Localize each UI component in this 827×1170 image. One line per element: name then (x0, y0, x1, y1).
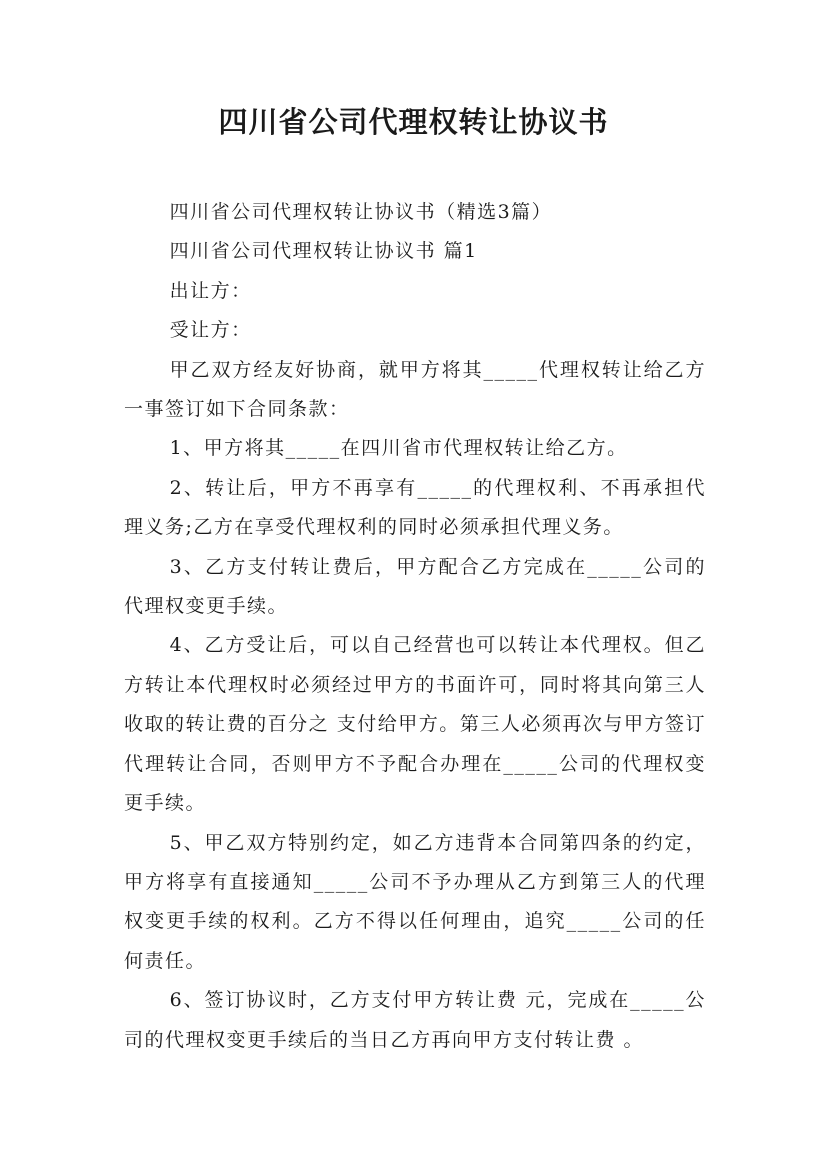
paragraph-transferor: 出让方： (169, 279, 252, 302)
paragraph-subtitle: 四川省公司代理权转让协议书（精选3篇） (169, 201, 553, 223)
paragraph-clause-1: 1、甲方将其_____在四川省市代理权转让给乙方。 (169, 437, 628, 460)
paragraph-section-heading: 四川省公司代理权转让协议书 篇1 (169, 240, 478, 263)
paragraph-transferee: 受让方： (169, 319, 252, 342)
paragraph-clause-5: 5、甲乙双方特别约定，如乙方违背本合同第四条的约定，甲方将享有直接通知_____公司不予办理从乙方到第三人的代理权变更手续的权利。乙方不得以任何理由，追究_____公司的任何责任。 (124, 831, 706, 972)
paragraph-preamble: 甲乙双方经友好协商，就甲方将其_____代理权转让给乙方一事签订如下合同条款： (124, 358, 706, 421)
paragraph-clause-6: 6、签订协议时，乙方支付甲方转让费 元，完成在_____公司的代理权变更手续后的当日乙方再向甲方支付转让费 。 (124, 989, 706, 1051)
document-title: 四川省公司代理权转让协议书 (218, 105, 609, 139)
paragraph-clause-3: 3、乙方支付转让费后，甲方配合乙方完成在_____公司的代理权变更手续。 (124, 555, 706, 618)
paragraph-clause-2: 2、转让后，甲方不再享有_____的代理权利、不再承担代理义务;乙方在享受代理权利的同时必须承担代理义务。 (124, 476, 706, 539)
paragraph-clause-4: 4、乙方受让后，可以自己经营也可以转让本代理权。但乙方转让本代理权时必须经过甲方的书面许可，同时将其向第三人收取的转让费的百分之 支付给甲方。第三人必须再次与甲方签订代理转让合同，否则甲方不予配合办理在_____公司的代理权变更手续。 (124, 634, 706, 815)
document-body (124, 193, 706, 1060)
